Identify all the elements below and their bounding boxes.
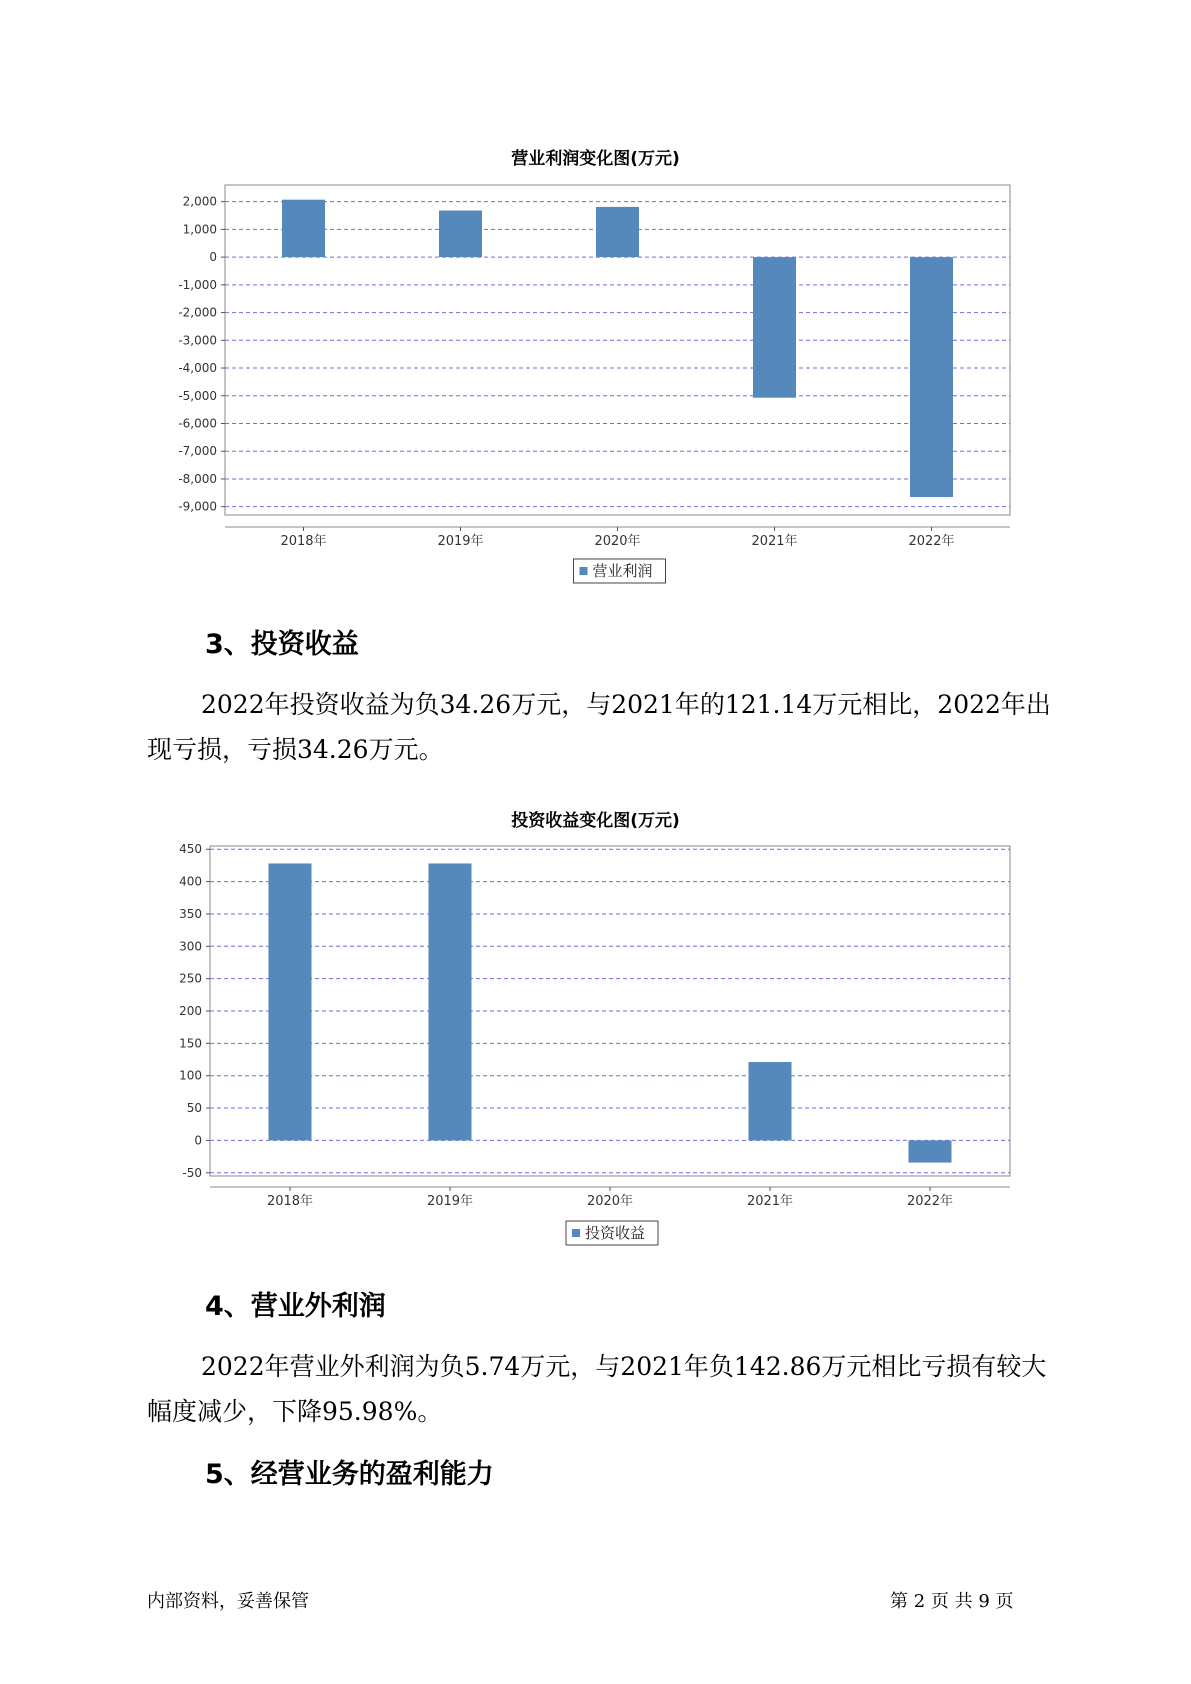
bar <box>749 1062 792 1140</box>
y-tick-label: -5,000 <box>178 388 217 403</box>
y-tick-label: 100 <box>179 1068 202 1083</box>
legend-label: 营业利润 <box>592 562 653 580</box>
section-5-heading: 5、经营业务的盈利能力 <box>205 1459 494 1490</box>
y-tick-label: -6,000 <box>178 416 217 431</box>
x-tick-label: 2018年 <box>266 1194 314 1209</box>
legend-label: 投资收益 <box>585 1224 646 1242</box>
y-tick-label: -9,000 <box>178 499 217 514</box>
y-tick-label: 300 <box>179 939 202 954</box>
y-tick-label: 1,000 <box>182 222 217 237</box>
y-tick-label: -7,000 <box>178 444 217 459</box>
y-tick-label: 0 <box>194 1133 202 1148</box>
bar <box>269 863 312 1140</box>
y-tick-label: 350 <box>179 906 202 921</box>
x-tick-label: 2018年 <box>280 534 327 549</box>
section-3-heading: 3、投资收益 <box>205 629 359 660</box>
y-tick-label: 250 <box>179 971 202 986</box>
y-tick-label: 150 <box>179 1036 202 1051</box>
y-tick-label: -3,000 <box>178 333 217 348</box>
investment-income-chart-title: 投资收益变化图(万元) <box>511 811 680 831</box>
x-tick-label: 2019年 <box>437 534 484 549</box>
y-tick-label: 0 <box>209 250 217 265</box>
y-tick-label: -4,000 <box>178 361 217 376</box>
bar <box>909 1140 952 1162</box>
y-tick-label: 200 <box>179 1004 202 1018</box>
y-tick-label: -8,000 <box>178 471 217 486</box>
legend-swatch <box>572 1229 580 1237</box>
section-4-paragraph: 2022年营业外利润为负5.74万元，与2021年负142.86万元相比亏损有较大幅度减少，下降95.98%。 <box>147 1352 1047 1426</box>
x-tick-label: 2020年 <box>594 534 641 549</box>
y-tick-label: 50 <box>186 1101 202 1116</box>
y-tick-label: -50 <box>182 1165 202 1180</box>
section-3-paragraph: 2022年投资收益为负34.26万元，与2021年的121.14万元相比，2022年出现亏损，亏损34.26万元。 <box>147 690 1051 764</box>
section-4-heading: 4、营业外利润 <box>205 1291 386 1322</box>
page-number: 第 2 页 共 9 页 <box>890 1591 1014 1612</box>
y-tick-label: 2,000 <box>182 194 217 209</box>
confidential-note: 内部资料，妥善保管 <box>147 1591 309 1612</box>
y-tick-label: 400 <box>179 874 202 889</box>
y-tick-label: -2,000 <box>178 305 217 320</box>
bar <box>429 863 472 1140</box>
x-tick-label: 2020年 <box>586 1194 634 1209</box>
x-tick-label: 2021年 <box>751 534 798 549</box>
y-tick-label: -1,000 <box>178 277 217 292</box>
operating-profit-chart-title: 营业利润变化图(万元) <box>511 149 680 169</box>
x-tick-label: 2022年 <box>908 534 955 549</box>
y-tick-label: 450 <box>179 842 202 857</box>
x-tick-label: 2022年 <box>906 1194 954 1209</box>
x-tick-label: 2021年 <box>746 1194 794 1209</box>
x-tick-label: 2019年 <box>426 1194 474 1209</box>
